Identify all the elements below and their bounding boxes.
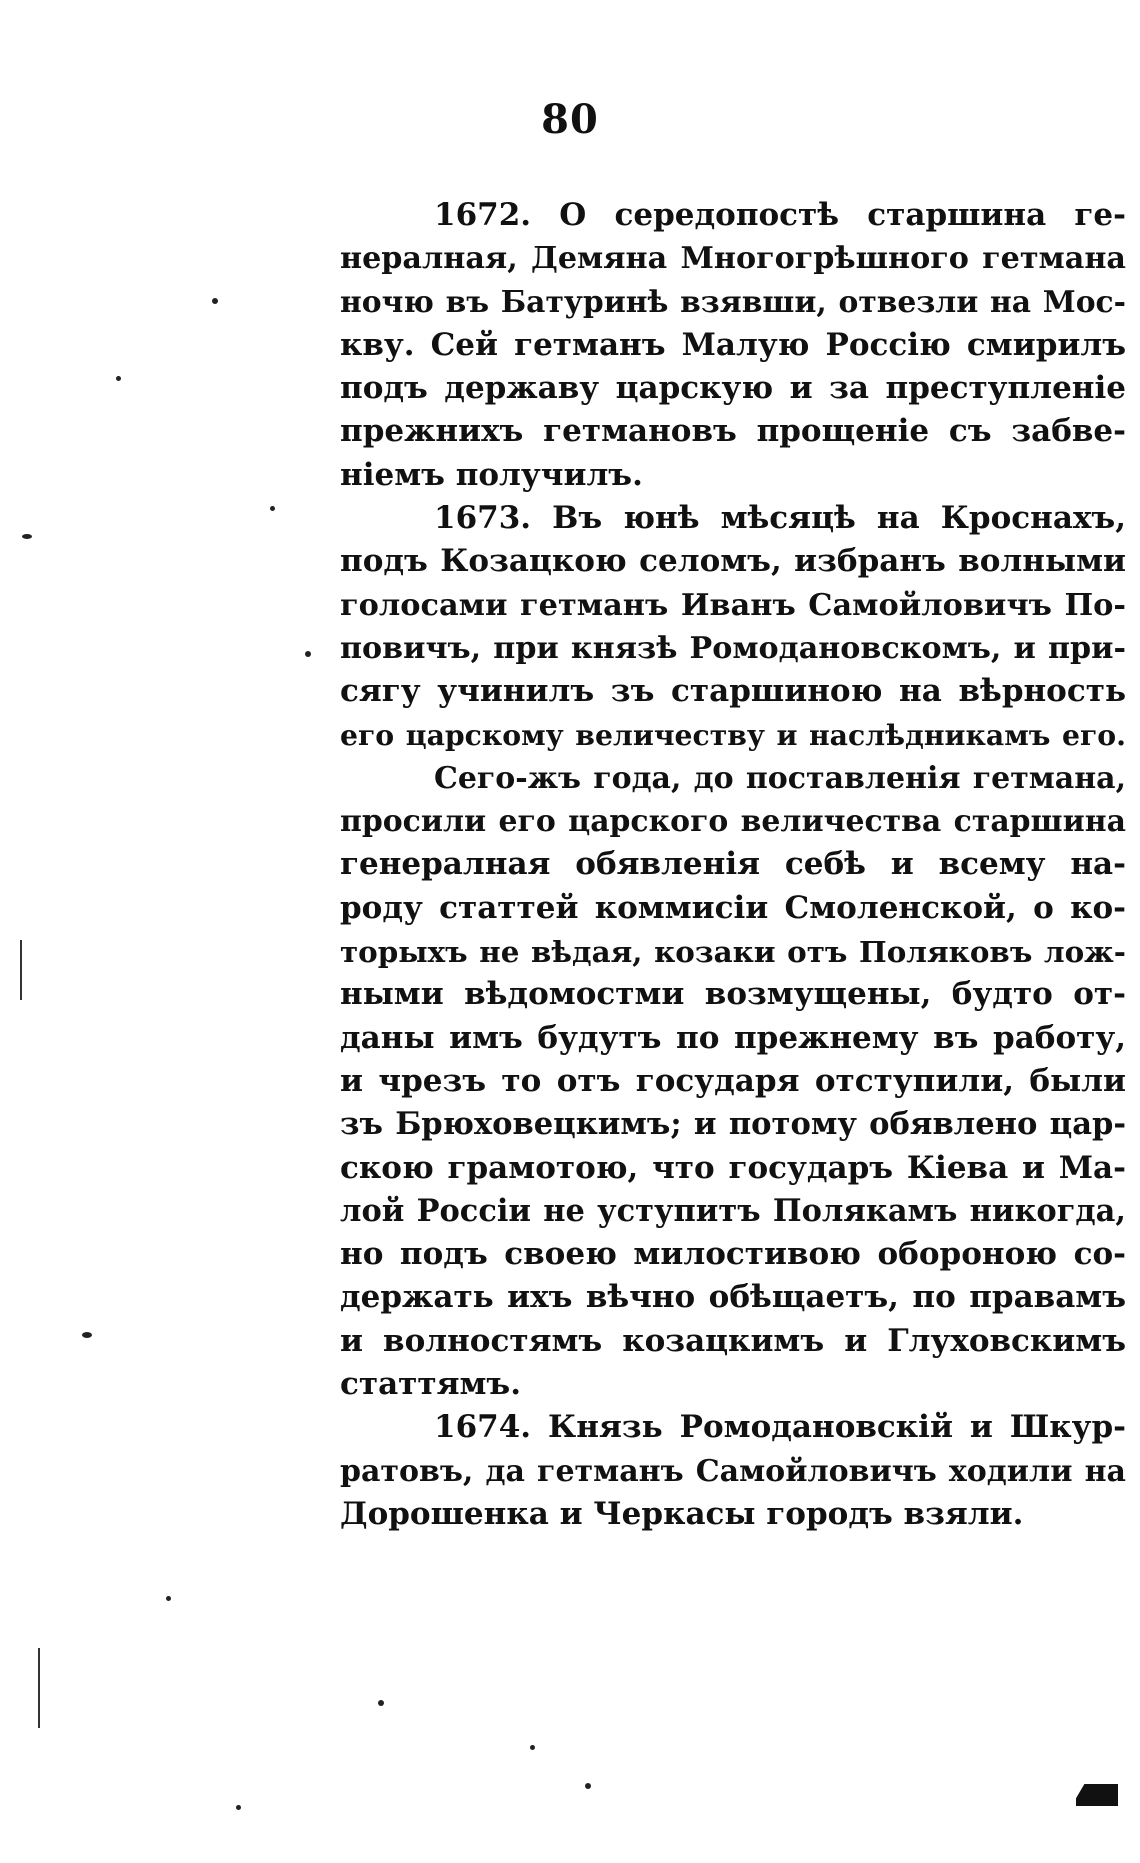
text-line: ночю въ Батуринѣ взявши, отвезли на Мос- <box>340 284 1126 320</box>
text-line: голосами гетманъ Иванъ Самойловичъ По- <box>340 587 1126 623</box>
text-line: скою грамотою, что государъ Кіева и Ма- <box>340 1149 1126 1186</box>
scan-speck <box>82 1332 92 1338</box>
text-line: лой Россіи не уступитъ Полякамъ никогда, <box>340 1192 1126 1229</box>
scan-edge-mark <box>38 1648 40 1728</box>
text-line: кву. Сей гетманъ Малую Россію смирилъ <box>340 326 1126 363</box>
text-line: подъ державу царскую и за преступленіе <box>340 370 1126 407</box>
text-line: нералная, Демяна Многогрѣшного гетмана <box>340 241 1126 277</box>
scan-speck <box>585 1783 591 1789</box>
text-line: ратовъ, да гетманъ Самойловичъ ходили на <box>340 1453 1126 1489</box>
scan-speck <box>236 1805 241 1810</box>
scan-edge-mark <box>20 940 22 1000</box>
page-number: 80 <box>541 96 599 143</box>
page-text <box>340 194 1126 1536</box>
scan-speck <box>166 1596 171 1601</box>
text-line: Сего-жъ года, до поставленія гетмана, <box>434 760 1126 796</box>
text-line: зъ Брюховецкимъ; и потому обявлено цар- <box>340 1106 1126 1143</box>
text-line: повичъ, при князѣ Ромодановскомъ, и при- <box>340 630 1126 666</box>
scan-speck <box>212 298 218 304</box>
text-line: ніемъ получилъ. <box>340 456 643 493</box>
scan-speck <box>270 506 275 511</box>
text-line: статтямъ. <box>340 1366 521 1403</box>
text-line: даны имъ будутъ по прежнему въ работу, <box>340 1019 1126 1056</box>
scan-speck <box>305 651 311 657</box>
text-line: но подъ своею милостивою обороною со- <box>340 1236 1126 1273</box>
text-line: подъ Козацкою селомъ, избранъ волными <box>340 543 1126 580</box>
scan-speck <box>22 534 32 539</box>
scan-speck <box>116 376 121 381</box>
text-line: торыхъ не вѣдая, козаки отъ Поляковъ лож- <box>340 934 1126 970</box>
text-line: сягу учинилъ зъ старшиною на вѣрность <box>340 673 1126 710</box>
scan-speck <box>530 1745 535 1750</box>
text-line: Дорошенка и Черкасы городъ взяли. <box>340 1495 1024 1532</box>
text-line: и волностямъ козацкимъ и Глуховскимъ <box>340 1322 1126 1359</box>
text-line: просили его царского величества старшина <box>340 804 1126 840</box>
scan-speck <box>378 1700 384 1706</box>
text-line: генералная обявленія себѣ и всему на- <box>340 846 1126 883</box>
text-line: роду статтей коммисіи Смоленской, о ко- <box>340 889 1126 926</box>
text-line: прежнихъ гетмановъ прощеніе съ забве- <box>340 413 1126 450</box>
text-line: ными вѣдомостми возмущены, будто от- <box>340 976 1126 1013</box>
text-line: и чрезъ то отъ государя отступили, были <box>340 1062 1126 1099</box>
scan-corner-mark <box>1076 1784 1118 1806</box>
text-line: его царскому величеству и наслѣдникамъ его. <box>340 717 1126 752</box>
text-line: 1674. Князь Ромодановскій и Шкур- <box>434 1409 1126 1446</box>
text-line: 1672. О середопостѣ старшина ге- <box>434 197 1126 233</box>
text-line: держать ихъ вѣчно обѣщаетъ, по правамъ <box>340 1279 1126 1316</box>
text-line: 1673. Въ юнѣ мѣсяцѣ на Кроснахъ, <box>434 500 1126 537</box>
